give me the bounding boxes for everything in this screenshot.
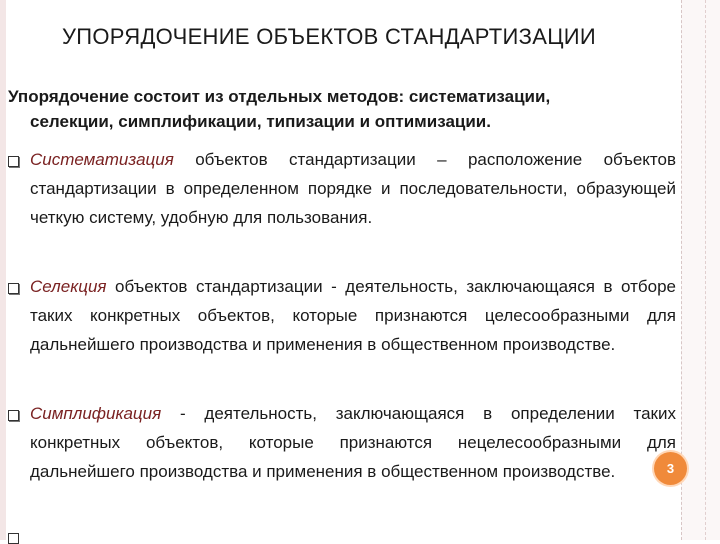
- right-frame-border: [681, 0, 720, 540]
- term-selection: Селекция: [30, 277, 107, 296]
- list-item-systematization: [8, 145, 676, 232]
- square-bullet-icon: [8, 533, 19, 544]
- intro-line-1: Упорядочение состоит из отдельных методов: систематизации,: [8, 87, 551, 106]
- item-text-selection: объектов стандартизации - деятельность, заключающаяся в отборе таких конкретных объектов, которые признаются целесообразными для дальнейшего производства и применения в общественном производстве.: [30, 277, 676, 354]
- page-number-badge: 3: [654, 452, 687, 485]
- term-systematization: Систематизация: [30, 150, 174, 169]
- slide-title: УПОРЯДОЧЕНИЕ ОБЪЕКТОВ СТАНДАРТИЗАЦИИ: [62, 24, 596, 49]
- right-frame-dashes: [705, 0, 706, 540]
- left-frame-border: [0, 0, 6, 540]
- item-text-simplification: - деятельность, заключающаяся в определении таких конкретных объектов, которые признаются нецелесообразными для дальнейшего производства и применения в общественном производстве.: [30, 404, 676, 481]
- intro-paragraph: [8, 84, 676, 134]
- intro-line-2: селекции, симплификации, типизации и оптимизации.: [30, 112, 491, 131]
- list-item-simplification: [8, 399, 676, 486]
- list-item-selection: [8, 272, 676, 359]
- item-text-systematization: объектов стандартизации – расположение объектов стандартизации в определенном порядке и последовательности, образующей четкую систему, удобную для пользования.: [30, 150, 676, 227]
- term-simplification: Симплификация: [30, 404, 162, 423]
